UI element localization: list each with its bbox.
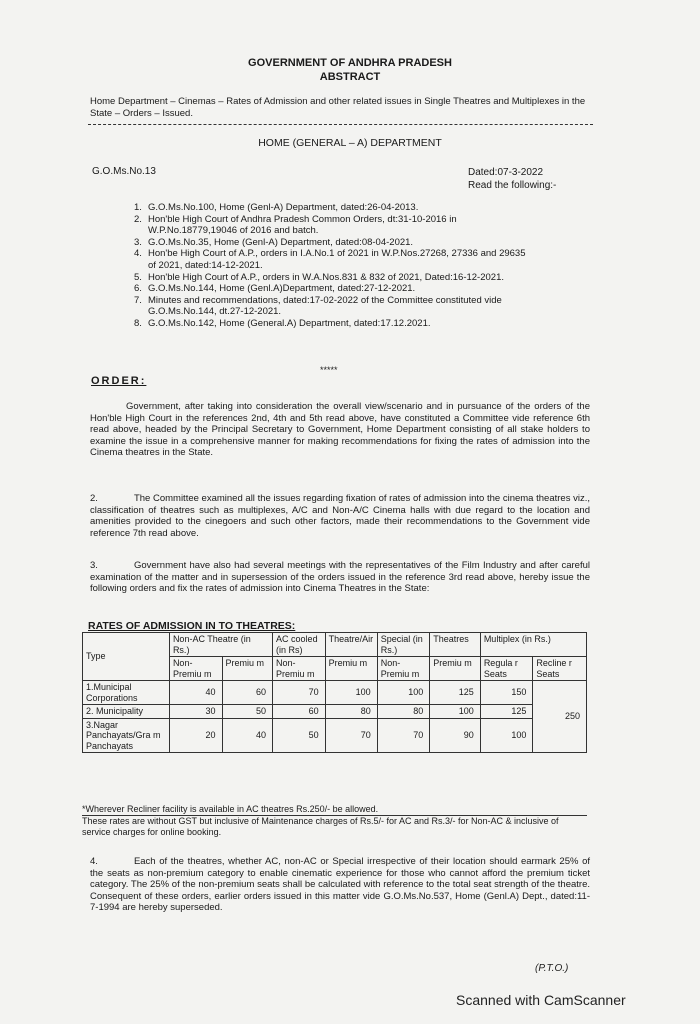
subheader-cell: Premiu m [325, 657, 377, 681]
pto-marker: (P.T.O.) [535, 963, 569, 974]
rate-cell: 20 [169, 718, 222, 753]
ac-header-cont: Theatre/Air [325, 633, 377, 657]
multiplex-header: Multiplex (in Rs.) [480, 633, 586, 657]
reference-item: 4. Hon'be High Court of A.P., orders in I.A.No.1 of 2021 in W.P.Nos.27268, 27336 and 29635 of 2021, dated:14-12-2021. [134, 248, 526, 271]
rate-cell: 30 [169, 705, 222, 719]
table-row [83, 681, 587, 705]
dashed-divider [88, 124, 593, 125]
date-block [468, 166, 556, 192]
reference-item: 6. G.O.Ms.No.144, Home (Genl.A)Department, dated:27-12-2021. [134, 283, 416, 295]
rates-table-title: RATES OF ADMISSION IN TO THEATRES: [88, 620, 296, 632]
subheader-cell: Non-Premiu m [377, 657, 430, 681]
subheader-cell: Premiu m [222, 657, 273, 681]
paragraph-1: Government, after taking into consideration the overall view/scenario and in pursuance of the orders of the Hon'ble High Court in the references 2nd, 4th and 5th read above, have constituted a Committee vide reference 6th read above, headed by the Principal Secretary to Government, Home Department consisting of all stake holders to examine the issue in a comprehensive manner for making recommendations for fixing the rates of admission into the Cinema theatres in the State. [90, 401, 590, 458]
rate-cell: 70 [325, 718, 377, 753]
subheader-cell: Regula r Seats [480, 657, 533, 681]
ac-header: AC cooled (in Rs) [273, 633, 326, 657]
reference-item: 7. Minutes and recommendations, dated:17-02-2022 of the Committee constituted vide G.O.Ms.No.144, dt.27-12-2021. [134, 294, 502, 318]
rate-cell: 50 [222, 705, 273, 719]
department-title: HOME (GENERAL – A) DEPARTMENT [258, 137, 442, 149]
rate-cell: 80 [325, 705, 377, 719]
special-header-cont: Theatres [430, 633, 481, 657]
rate-cell: 100 [480, 718, 533, 753]
rate-cell: 50 [273, 718, 326, 753]
recliner-rate-cell: 250 [533, 681, 587, 753]
rate-cell: 60 [222, 681, 273, 705]
rate-cell: 40 [169, 681, 222, 705]
rate-cell: 90 [430, 718, 481, 753]
special-header: Special (in Rs.) [377, 633, 430, 657]
recliner-note: *Wherever Recliner facility is available in AC theatres Rs.250/- be allowed. [82, 804, 587, 816]
rate-cell: 125 [480, 705, 533, 719]
table-notes [82, 804, 587, 838]
row-type: 2. Municipality [83, 705, 170, 719]
reference-item: 3. G.O.Ms.No.35, Home (Genl-A) Department, dated:08-04-2021. [134, 236, 414, 248]
rate-cell: 125 [430, 681, 481, 705]
scanner-watermark: Scanned with CamScanner [456, 992, 626, 1008]
go-number: G.O.Ms.No.13 [92, 166, 156, 177]
rate-cell: 40 [222, 718, 273, 753]
table-row [83, 705, 587, 719]
subject-line: Home Department – Cinemas – Rates of Admission and other related issues in Single Theatres and Multiplexes in the State – Orders – Issued. [90, 96, 586, 119]
rate-cell: 100 [325, 681, 377, 705]
rate-cell: 60 [273, 705, 326, 719]
row-type: 3.Nagar Panchayats/Gra m Panchayats [83, 718, 170, 753]
order-heading: ORDER: [91, 375, 147, 387]
table-header-row [83, 633, 587, 657]
subheader-cell: Premiu m [430, 657, 481, 681]
subheader-cell: Non-Premiu m [273, 657, 326, 681]
rate-cell: 70 [377, 718, 430, 753]
reference-item: 8. G.O.Ms.No.142, Home (General.A) Department, dated:17.12.2021. [134, 317, 431, 329]
read-following: Read the following:- [468, 180, 557, 191]
rate-cell: 150 [480, 681, 533, 705]
date-text: Dated:07-3-2022 [468, 167, 544, 178]
rates-table [82, 632, 587, 753]
row-type: 1.Municipal Corporations [83, 681, 170, 705]
rate-cell: 100 [430, 705, 481, 719]
paragraph-2: 2. The Committee examined all the issues regarding fixation of rates of admission into the cinema theatres viz., classification of theatres such as multiplexes, A/C and Non-A/C Cinema halls with due regard to the location and amenities provided to the cinegoers and such other factors, made their recommendations to the Government vide reference 7th read above. [90, 493, 590, 539]
paragraph-3: 3. Government have also had several meetings with the representatives of the Film Industry and after careful examination of the matter and in supersession of the orders issued in the reference 3rd read above, hereby issue the following orders and fix the rates of admission into Cinema Theatres in the State: [90, 560, 590, 594]
paragraph-4: 4. Each of the theatres, whether AC, non-AC or Special irrespective of their location should earmark 25% of the seats as non-premium category to enable cinematic experience for those who cannot afford the premium ticket category. The 25% of the non-premium seats shall be calculated with reference to the total seat strength of the theatre. Consequent of these orders, earlier orders issued in this matter vide G.O.Ms.No.537, Home (Genl.A) Dept., dated:11-7-1994 are hereby superseded. [90, 856, 590, 913]
reference-list [134, 202, 534, 330]
gst-note: These rates are without GST but inclusive of Maintenance charges of Rs.5/- for AC and Rs.3/- for Non-AC & inclusive of service charges for online booking. [82, 816, 559, 837]
reference-item: 1. G.O.Ms.No.100, Home (Genl-A) Department, dated:26-04-2013. [134, 202, 419, 213]
type-header: Type [83, 633, 170, 681]
rate-cell: 80 [377, 705, 430, 719]
subheader-cell: Non-Premiu m [169, 657, 222, 681]
rate-cell: 70 [273, 681, 326, 705]
abstract-title: ABSTRACT [319, 71, 381, 83]
non-ac-header: Non-AC Theatre (in Rs.) [169, 633, 272, 657]
stars-separator: ***** [320, 365, 338, 375]
reference-item: 2. Hon'ble High Court of Andhra Pradesh Common Orders, dt:31-10-2016 in W.P.No.18779,19046 of 2016 and batch. [134, 213, 457, 237]
subheader-cell: Recline r Seats [533, 657, 587, 681]
table-row [83, 718, 587, 753]
government-title: GOVERNMENT OF ANDHRA PRADESH [248, 57, 452, 69]
rate-cell: 100 [377, 681, 430, 705]
reference-item: 5. Hon'ble High Court of A.P., orders in W.A.Nos.831 & 832 of 2021, Dated:16-12-2021. [134, 271, 504, 283]
